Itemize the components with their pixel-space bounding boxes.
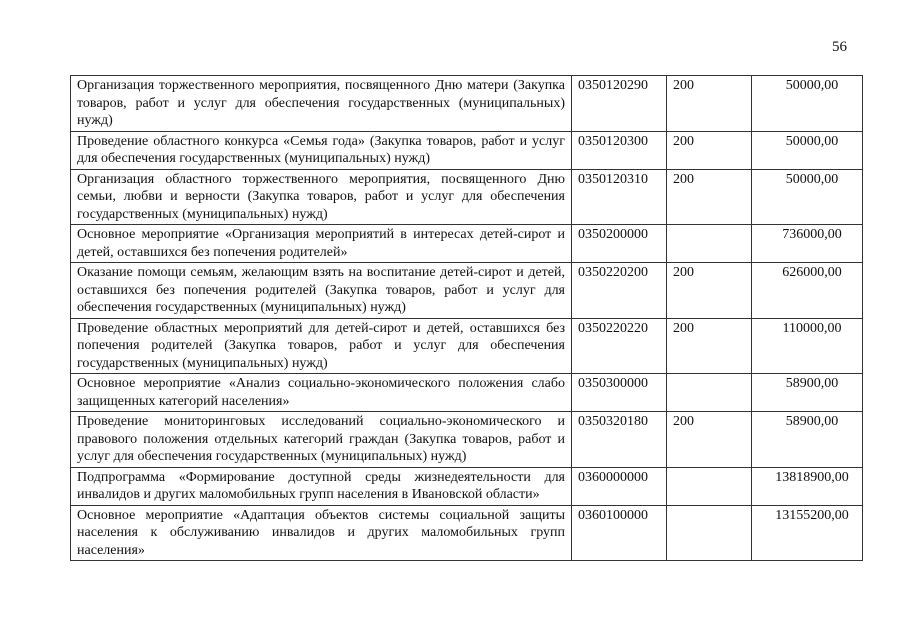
table-row <box>71 505 863 561</box>
row-code-cell: 0350320180 <box>572 412 667 468</box>
table-row <box>71 263 863 319</box>
row-expense-type-cell: 200 <box>667 412 752 468</box>
row-name-cell: Основное мероприятие «Организация мероприятий в интересах детей-сирот и детей, оставшихся без попечения родителей» <box>71 225 572 263</box>
row-expense-type-cell: 200 <box>667 76 752 132</box>
row-sum-cell <box>752 225 863 263</box>
row-expense-type-cell <box>667 467 752 505</box>
row-sum-value: 58900,00 <box>785 414 839 429</box>
page-number: 56 <box>832 39 847 55</box>
row-sum-value: 13818900,00 <box>775 469 849 485</box>
row-code-cell: 0350120290 <box>572 76 667 132</box>
row-sum-cell <box>752 505 863 561</box>
row-name-cell: Основное мероприятие «Анализ социально-экономического положения слабо защищенных категорий населения» <box>71 374 572 412</box>
table-row <box>71 225 863 263</box>
table-row <box>71 131 863 169</box>
row-sum-value: 58900,00 <box>785 376 839 391</box>
row-sum-value: 736000,00 <box>782 227 842 242</box>
row-expense-type-cell: 200 <box>667 131 752 169</box>
row-sum-value: 50000,00 <box>785 133 839 149</box>
row-sum-value: 110000,00 <box>782 320 842 336</box>
row-code-cell: 0350220200 <box>572 263 667 319</box>
row-sum-cell <box>752 374 863 412</box>
row-sum-value: 50000,00 <box>785 171 839 187</box>
row-code-cell: 0350120300 <box>572 131 667 169</box>
row-sum-cell <box>752 318 863 374</box>
row-expense-type-cell <box>667 505 752 561</box>
row-sum-cell <box>752 169 863 225</box>
row-code-cell: 0360000000 <box>572 467 667 505</box>
row-code-cell: 0350300000 <box>572 374 667 412</box>
row-name-cell: Организация торжественного мероприятия, посвященного Дню матери (Закупка товаров, работ и услуг для обеспечения государственных (муниципальных) нужд) <box>71 76 572 132</box>
table-row <box>71 412 863 468</box>
table-row <box>71 374 863 412</box>
row-code-cell: 0360100000 <box>572 505 667 561</box>
row-sum-cell <box>752 263 863 319</box>
row-code-cell: 0350120310 <box>572 169 667 225</box>
table-row <box>71 467 863 505</box>
table-row <box>71 318 863 374</box>
row-code-cell: 0350200000 <box>572 225 667 263</box>
row-expense-type-cell: 200 <box>667 318 752 374</box>
row-sum-cell <box>752 467 863 505</box>
row-name-cell: Проведение областного конкурса «Семья года» (Закупка товаров, работ и услуг для обеспечения государственных (муниципальных) нужд) <box>71 131 572 169</box>
row-sum-cell <box>752 131 863 169</box>
row-name-cell: Организация областного торжественного мероприятия, посвященного Дню семьи, любви и верности (Закупка товаров, работ и услуг для обеспечения государственных (муниципальных) нужд) <box>71 169 572 225</box>
row-sum-value: 13155200,00 <box>775 507 849 523</box>
budget-table <box>70 75 863 561</box>
row-sum-value: 626000,00 <box>782 265 842 280</box>
row-expense-type-cell <box>667 225 752 263</box>
row-expense-type-cell <box>667 374 752 412</box>
row-sum-cell <box>752 76 863 132</box>
row-expense-type-cell: 200 <box>667 263 752 319</box>
row-name-cell: Подпрограмма «Формирование доступной среды жизнедеятельности для инвалидов и других маломобильных групп населения в Ивановской области» <box>71 467 572 505</box>
table-row <box>71 76 863 132</box>
row-expense-type-cell: 200 <box>667 169 752 225</box>
row-sum-cell <box>752 412 863 468</box>
row-name-cell: Оказание помощи семьям, желающим взять на воспитание детей-сирот и детей, оставшихся без попечения родителей (Закупка товаров, работ и услуг для обеспечения государственных (муниципальных) нужд) <box>71 263 572 319</box>
row-name-cell: Проведение областных мероприятий для детей-сирот и детей, оставшихся без попечения родителей (Закупка товаров, работ и услуг для обеспечения государственных (муниципальных) нужд) <box>71 318 572 374</box>
row-code-cell: 0350220220 <box>572 318 667 374</box>
row-name-cell: Проведение мониторинговых исследований социально-экономического и правового положения отдельных категорий граждан (Закупка товаров, работ и услуг для обеспечения государственных (муниципальных) нужд) <box>71 412 572 468</box>
row-sum-value: 50000,00 <box>785 78 839 93</box>
table-row <box>71 169 863 225</box>
row-name-cell: Основное мероприятие «Адаптация объектов системы социальной защиты населения к обслуживанию инвалидов и других маломобильных групп населения» <box>71 505 572 561</box>
